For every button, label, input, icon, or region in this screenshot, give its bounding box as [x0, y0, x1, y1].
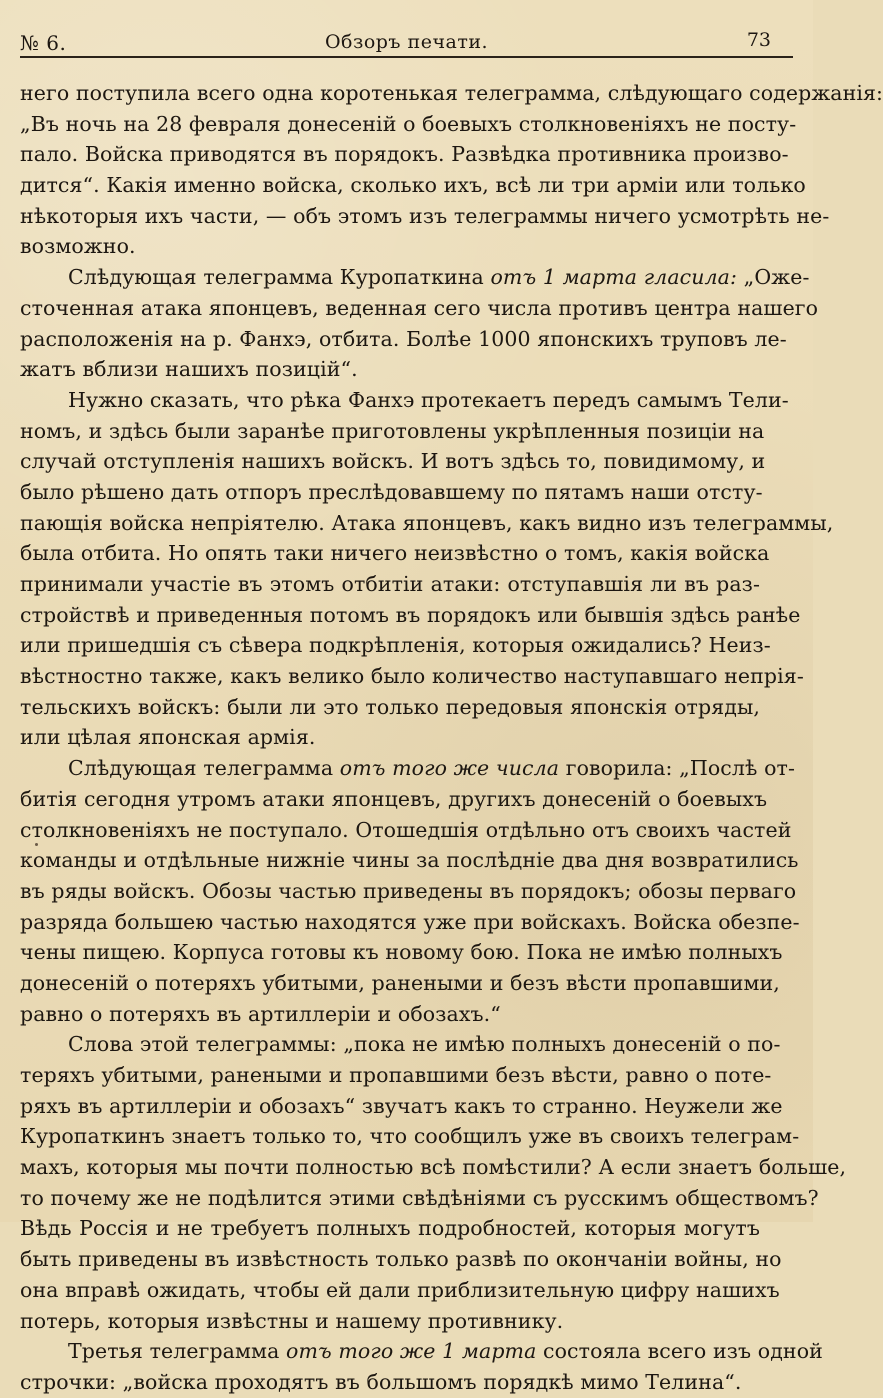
- text-line-25: столкновеніяхъ не поступало. Отошедшія отдѣльно отъ своихъ частей: [20, 817, 792, 842]
- text-line-18: стройствѣ и приведенныя потомъ въ порядокъ или бывшія здѣсь ранѣе: [20, 602, 801, 627]
- text-line-10: жатъ вблизи нашихъ позицій“.: [20, 357, 358, 382]
- text-line-43: строчки: „войска проходятъ въ большомъ порядкѣ мимо Телина“.: [20, 1369, 742, 1394]
- text-line-31: равно о потеряхъ въ артиллеріи и обозахъ.“: [20, 1001, 501, 1026]
- text-line-6: возможно.: [20, 234, 136, 259]
- text-line-27: въ ряды войскъ. Обозы частью приведены въ порядокъ; обозы перваго: [20, 878, 797, 903]
- text-line-21: тельскихъ войскъ: были ли это только передовыя японскія отряды,: [20, 694, 760, 719]
- header-rule: [20, 56, 793, 58]
- text-line-28: разряда большею частью находятся уже при войскахъ. Войска обезпе-: [20, 909, 800, 934]
- text-line-3: пало. Войска приводятся въ порядокъ. Развѣдка противника произво-: [20, 142, 789, 167]
- text-line-22: или цѣлая японская армія.: [20, 725, 316, 750]
- text-line-29: чены пищею. Корпуса готовы къ новому бою. Пока не имѣю полныхъ: [20, 940, 783, 965]
- issue-number: № 6.: [20, 31, 67, 55]
- text-line-24: битія сегодня утромъ атаки японцевъ, другихъ донесеній о боевыхъ: [20, 786, 768, 811]
- text-line-39: быть приведены въ извѣстность только развѣ по окончаніи войны, но: [20, 1247, 782, 1272]
- text-line-9: расположенія на р. Фанхэ, отбита. Болѣе 1000 японскихъ труповъ ле-: [20, 326, 787, 351]
- text-line-35: Куропаткинъ знаетъ только то, что сообщилъ уже въ своихъ телеграм-: [20, 1124, 800, 1149]
- page-header: [20, 26, 793, 54]
- text-line-30: донесеній о потеряхъ убитыми, ранеными и безъ вѣсти пропавшими,: [20, 970, 780, 995]
- text-line-12: номъ, и здѣсь были заранѣе приготовлены укрѣпленныя позиціи на: [20, 418, 765, 443]
- text-line-8: сточенная атака японцевъ, веденная сего числа противъ центра нашего: [20, 295, 819, 320]
- text-line-17: принимали участіе въ этомъ отбитіи атаки: отступавшія ли въ раз-: [20, 572, 760, 596]
- text-line-42: Третья телеграмма отъ того же 1 марта состояла всего изъ одной: [68, 1339, 823, 1364]
- text-line-37: то почему же не подѣлится этими свѣдѣніями съ русскимъ обществомъ?: [20, 1185, 819, 1210]
- text-line-14: было рѣшено дать отпоръ преслѣдовавшему по пятамъ наши отсту-: [20, 479, 763, 504]
- text-line-1: него поступила всего одна коротенькая телеграмма, слѣдующаго содержанія:: [20, 81, 883, 105]
- text-line-23: Слѣдующая телеграмма отъ того же числа говорила: „Послѣ от-: [68, 756, 795, 781]
- text-line-11: Нужно сказать, что рѣка Фанхэ протекаетъ передъ самымъ Тели-: [68, 387, 789, 412]
- text-line-2: „Въ ночь на 28 февраля донесеній о боевыхъ столкновеніяхъ не посту-: [20, 111, 797, 136]
- text-line-15: пающія войска непріятелю. Атака японцевъ, какъ видно изъ телеграммы,: [20, 510, 834, 535]
- text-line-33: теряхъ убитыми, ранеными и пропавшими безъ вѣсти, равно о поте-: [20, 1063, 772, 1087]
- text-line-32: Слова этой телеграммы: „пока не имѣю полныхъ донесеній о по-: [68, 1032, 781, 1057]
- text-line-4: дится“. Какія именно войска, сколько ихъ, всѣ ли три арміи или только: [20, 173, 806, 198]
- page-number: 73: [746, 29, 771, 51]
- text-line-38: Вѣдь Россія и не требуетъ полныхъ подробностей, которыя могутъ: [20, 1216, 760, 1241]
- text-line-26: команды и отдѣльные нижніе чины за послѣдніе два дня возвратились: [20, 848, 799, 873]
- running-title: Обзоръ печати.: [324, 31, 489, 53]
- text-line-19: или пришедшія съ сѣвера подкрѣпленія, которыя ожидались? Неиз-: [20, 633, 771, 658]
- text-line-34: ряхъ въ артиллеріи и обозахъ“ звучатъ какъ то странно. Неужели же: [20, 1093, 783, 1118]
- text-line-7: Слѣдующая телеграмма Куропаткина отъ 1 марта гласила: „Оже-: [68, 265, 810, 290]
- text-line-41: потерь, которыя извѣстны и нашему противнику.: [20, 1308, 564, 1333]
- text-line-5: нѣкоторыя ихъ части, — объ этомъ изъ телеграммы ничего усмотрѣть не-: [20, 203, 830, 228]
- text-line-13: случай отступленія нашихъ войскъ. И вотъ здѣсь то, повидимому, и: [20, 449, 766, 474]
- text-line-16: была отбита. Но опять таки ничего неизвѣстно о томъ, какія войска: [20, 541, 770, 566]
- text-line-20: вѣстностно также, какъ велико было количество наступавшаго непрія-: [20, 664, 804, 689]
- text-line-36: махъ, которыя мы почти полностью всѣ помѣстили? А если знаетъ больше,: [20, 1155, 847, 1180]
- article-body: [20, 78, 883, 1398]
- text-line-40: она вправѣ ожидать, чтобы ей дали приблизительную цифру нашихъ: [20, 1277, 780, 1302]
